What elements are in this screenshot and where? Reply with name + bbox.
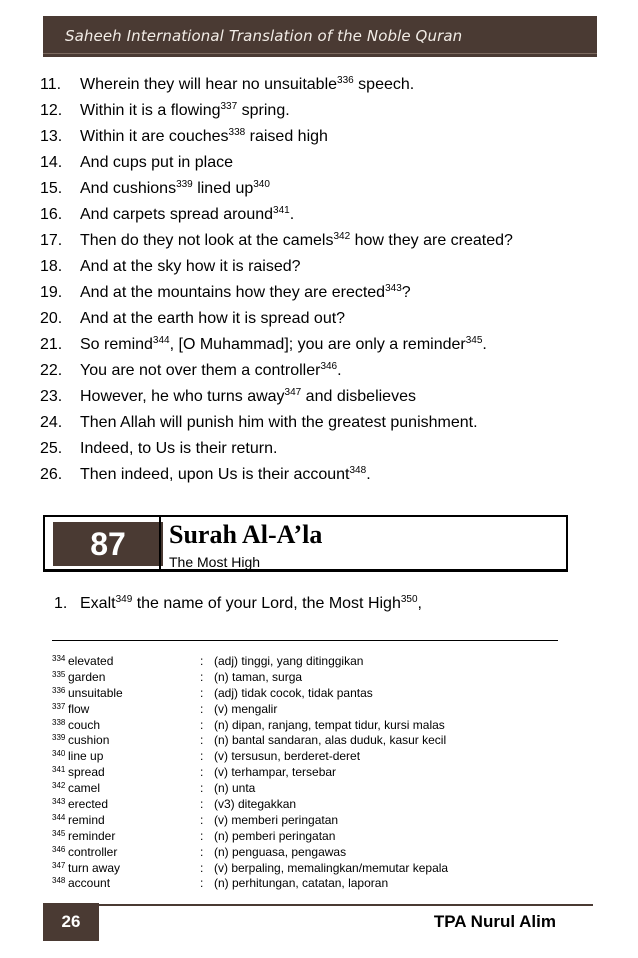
footnote-row <box>52 765 592 781</box>
verse-row <box>40 462 600 488</box>
footnote-row <box>52 876 592 892</box>
footnote-separator: : <box>200 844 204 859</box>
verse-row <box>40 98 600 124</box>
footnote-word: spread <box>68 765 105 780</box>
footnote-row <box>52 845 592 861</box>
footnote-number: 337 <box>52 701 66 711</box>
verse-number: 1. <box>54 595 68 612</box>
footnote-row <box>52 861 592 877</box>
verse-text <box>80 410 478 436</box>
footnote-separator: : <box>200 828 204 843</box>
surah-subtitle: The Most High <box>169 554 261 570</box>
footnote-ref[interactable]: 345 <box>465 335 483 346</box>
footnote-word: erected <box>68 797 109 812</box>
verse-text <box>80 150 233 176</box>
verse-segment: spring. <box>237 102 290 119</box>
footnote-ref[interactable]: 337 <box>220 101 238 112</box>
footnote-ref[interactable]: 346 <box>320 361 338 372</box>
footnote-rule <box>52 640 558 641</box>
footnote-word: flow <box>68 701 90 716</box>
verse-segment: So remind <box>80 336 153 353</box>
surah-name: Surah Al-A’la <box>169 520 323 549</box>
publisher-name: TPA Nurul Alim <box>433 912 556 931</box>
footnote-definition: (n) pemberi peringatan <box>214 828 336 843</box>
verse-segment: . <box>366 466 371 483</box>
footnote-word: camel <box>68 781 101 796</box>
verse-segment: Within it are couches <box>80 128 229 145</box>
footnote-number: 345 <box>52 828 66 838</box>
footnote-ref[interactable]: 341 <box>273 205 290 216</box>
footnote-ref[interactable]: 340 <box>253 179 270 190</box>
verse-segment: raised high <box>245 128 328 145</box>
footnote-ref[interactable]: 349 <box>115 594 133 605</box>
verse-number: 17. <box>40 232 63 249</box>
footnote-number: 346 <box>52 844 66 854</box>
footnote-definition: (n) bantal sandaran, alas duduk, kasur kecil <box>214 733 447 748</box>
footnote-definition: (n) dipan, ranjang, tempat tidur, kursi malas <box>214 717 445 732</box>
footnote-separator: : <box>200 685 204 700</box>
verse-row <box>40 202 600 228</box>
page-number: 26 <box>43 903 99 941</box>
footnote-word: garden <box>68 669 106 684</box>
verse-segment: lined up <box>192 180 254 197</box>
verse-row <box>40 436 600 462</box>
footnote-definition: (n) penguasa, pengawas <box>214 844 347 859</box>
footnote-ref[interactable]: 347 <box>284 387 302 398</box>
verse-number: 12. <box>40 102 63 119</box>
verse-segment: And at the mountains how they are erected <box>80 284 386 301</box>
verse-segment: And cushions <box>80 180 177 197</box>
surah-divider <box>159 517 161 569</box>
footnote-separator: : <box>200 749 204 764</box>
footnote-row <box>52 813 592 829</box>
verse-text <box>80 124 328 150</box>
verse-row <box>40 358 600 384</box>
verse-segment: You are not over them a controller <box>80 362 321 379</box>
verse-text <box>80 254 301 280</box>
footnote-row <box>52 781 592 797</box>
verse-segment: And at the earth how it is spread out? <box>80 310 346 327</box>
verse-segment: . <box>337 362 342 379</box>
footnote-number: 335 <box>52 669 66 679</box>
footnote-separator: : <box>200 717 204 732</box>
footnote-row <box>52 718 592 734</box>
footnote-row <box>52 797 592 813</box>
verse-segment: and disbelieves <box>301 388 416 405</box>
verse-segment: . <box>482 336 487 353</box>
footnote-word: elevated <box>68 654 114 668</box>
verse-segment: . <box>289 206 295 223</box>
footnote-definition: (v) mengalir <box>214 701 278 716</box>
footnote-row <box>52 654 592 670</box>
verse-number: 21. <box>40 336 63 353</box>
footnote-number: 347 <box>52 860 66 870</box>
footnote-word: reminder <box>68 828 116 843</box>
verse-text: Exalt <box>80 595 116 612</box>
verse-row <box>40 332 600 358</box>
verse-list <box>40 72 600 488</box>
verse-row <box>40 254 600 280</box>
verse-segment: Indeed, to Us is their return. <box>80 440 278 457</box>
footnote-word: controller <box>68 844 118 859</box>
footnote-number: 348 <box>52 876 66 886</box>
verse-segment: However, he who turns away <box>80 388 285 405</box>
verse-segment: Then do they not look at the camels <box>80 232 334 249</box>
verse-text <box>80 358 342 384</box>
footnote-definition: (v) memberi peringatan <box>214 812 339 827</box>
footnote-ref[interactable]: 348 <box>349 465 367 476</box>
verse-number: 24. <box>40 414 63 431</box>
verse-segment: And cups put in place <box>80 154 233 171</box>
footnote-ref[interactable]: 342 <box>333 231 351 242</box>
verse-row <box>40 228 600 254</box>
verse-segment: And at the sky how it is raised? <box>80 258 301 275</box>
footnote-number: 344 <box>52 812 66 822</box>
footnote-separator: : <box>200 876 204 891</box>
surah-heading <box>43 515 568 572</box>
verse-segment: And carpets spread around <box>80 206 274 223</box>
verse-segment: Then Allah will punish him with the greatest punishment. <box>80 414 478 431</box>
verse-text <box>80 436 277 462</box>
footnote-row <box>52 670 592 686</box>
footnote-word: cushion <box>68 733 110 748</box>
footnote-definition: (v) terhampar, tersebar <box>214 765 337 780</box>
verse-number: 23. <box>40 388 63 405</box>
footnote-ref[interactable]: 343 <box>385 283 402 294</box>
footnote-separator: : <box>200 797 204 812</box>
verse-text <box>80 202 294 228</box>
footnote-number: 341 <box>52 765 66 775</box>
footnote-ref[interactable]: 338 <box>228 127 246 138</box>
verse-row <box>40 384 600 410</box>
footnote-row <box>52 733 592 749</box>
footnote-word: account <box>68 876 111 891</box>
footnote-list <box>52 654 592 892</box>
footnote-row <box>52 686 592 702</box>
verse-number: 20. <box>40 310 63 327</box>
verse-segment: ? <box>401 284 411 301</box>
surah-verse-1 <box>54 595 422 613</box>
verse-number: 16. <box>40 206 63 223</box>
verse-row <box>40 150 600 176</box>
footnote-number: 339 <box>52 733 66 743</box>
verse-number: 25. <box>40 440 63 457</box>
footnote-separator: : <box>200 701 204 716</box>
verse-segment: Then indeed, upon Us is their account <box>80 466 350 483</box>
verse-row <box>40 280 600 306</box>
footnote-word: turn away <box>68 860 121 875</box>
footnote-ref[interactable]: 339 <box>176 179 193 190</box>
footnote-word: remind <box>68 812 105 827</box>
footnote-row <box>52 702 592 718</box>
footnote-definition: (v) tersusun, berderet-deret <box>214 749 361 764</box>
verse-number: 26. <box>40 466 63 483</box>
footnote-number: 342 <box>52 781 66 791</box>
footnote-ref[interactable]: 336 <box>337 75 354 86</box>
verse-number: 15. <box>40 180 63 197</box>
verse-number: 22. <box>40 362 63 379</box>
footnote-definition: (n) perhitungan, catatan, laporan <box>214 876 389 891</box>
footnote-number: 334 <box>52 654 66 663</box>
verse-text <box>80 462 371 488</box>
page-header <box>43 16 597 57</box>
footnote-row <box>52 749 592 765</box>
verse-segment: speech. <box>353 76 415 93</box>
verse-text <box>80 176 270 202</box>
footnote-word: couch <box>68 717 101 732</box>
footnote-number: 340 <box>52 749 66 759</box>
verse-text <box>80 332 487 358</box>
footnote-separator: : <box>200 765 204 780</box>
footnote-definition: (v) berpaling, memalingkan/memutar kepala <box>214 860 449 875</box>
verse-segment: Within it is a flowing <box>80 102 221 119</box>
footnote-separator: : <box>200 860 204 875</box>
verse-number: 19. <box>40 284 63 301</box>
verse-text <box>80 384 416 410</box>
verse-number: 13. <box>40 128 63 145</box>
verse-number: 18. <box>40 258 63 275</box>
footnote-separator: : <box>200 669 204 684</box>
footnote-definition: (n) unta <box>214 781 256 796</box>
header-title: Saheeh International Translation of the Noble Quran <box>65 27 463 45</box>
verse-row <box>40 176 600 202</box>
footnote-row <box>52 829 592 845</box>
verse-segment: , [O Muhammad]; you are only a reminder <box>169 336 466 353</box>
footnote-ref[interactable]: 344 <box>152 335 170 346</box>
footnote-separator: : <box>200 654 204 668</box>
footnote-ref[interactable]: 350 <box>400 594 418 605</box>
verse-text <box>80 72 414 98</box>
verse-text: the name of your Lord, the Most High <box>132 595 401 612</box>
verse-number: 11. <box>40 76 62 93</box>
verse-row <box>40 72 600 98</box>
footnote-definition: (v3) ditegakkan <box>214 797 297 812</box>
footnote-definition: (n) taman, surga <box>214 669 303 684</box>
verse-row <box>40 124 600 150</box>
footnote-number: 338 <box>52 717 66 727</box>
verse-row <box>40 410 600 436</box>
verse-row <box>40 306 600 332</box>
footnote-separator: : <box>200 733 204 748</box>
verse-segment: how they are created? <box>350 232 513 249</box>
footnote-separator: : <box>200 812 204 827</box>
footnote-number: 336 <box>52 685 66 695</box>
footnote-definition: (adj) tinggi, yang ditinggikan <box>214 654 364 668</box>
verse-segment: Wherein they will hear no unsuitable <box>80 76 338 93</box>
footnote-separator: : <box>200 781 204 796</box>
verse-text: , <box>417 595 422 612</box>
verse-text <box>80 306 345 332</box>
footnote-word: line up <box>68 749 104 764</box>
verse-text <box>80 280 411 306</box>
footer-rule <box>99 904 593 906</box>
footnote-number: 343 <box>52 797 66 807</box>
verse-number: 14. <box>40 154 63 171</box>
verse-text <box>80 228 513 254</box>
surah-number: 87 <box>53 522 163 566</box>
verse-text <box>80 98 290 124</box>
footnote-definition: (adj) tidak cocok, tidak pantas <box>214 685 373 700</box>
footnote-word: unsuitable <box>68 685 123 700</box>
